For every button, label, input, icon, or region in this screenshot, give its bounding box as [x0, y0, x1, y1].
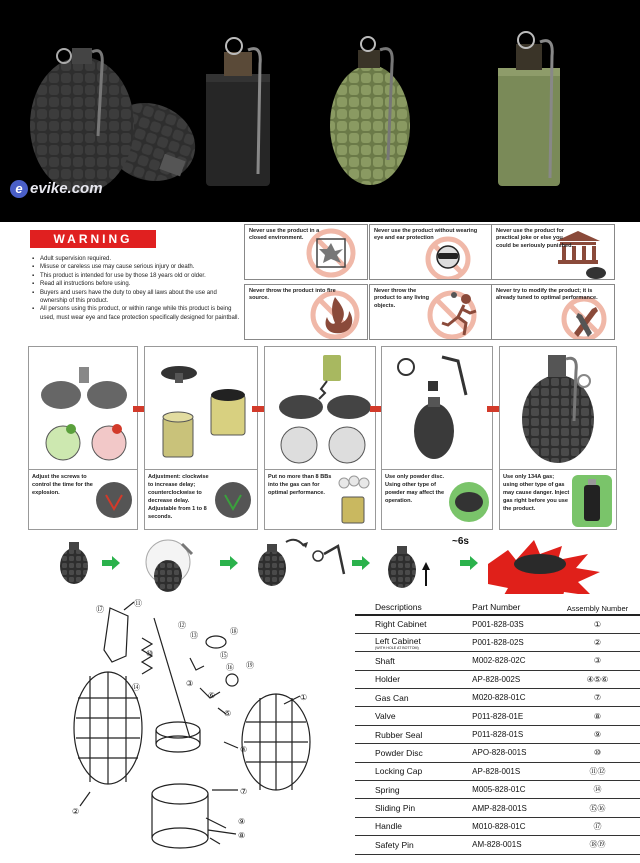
step-caption: Adjustment: clockwise to increase delay; counterclockwise to decrease delay. Adjustable from 1 to 8 seconds.: [148, 474, 209, 520]
assembly-number: ④⑤⑥: [555, 670, 640, 688]
callout-label: ⑮: [220, 651, 228, 660]
safety-pin-removed: [313, 546, 344, 574]
step-caption: Adjust the screws to control the time for the explosion.: [32, 474, 93, 496]
pictogram-text: Never use the product in a closed environment.: [249, 228, 320, 242]
delay-time-label: ~6s: [452, 536, 469, 547]
step-4-illustration: [382, 347, 492, 469]
callout-label: ⑩: [146, 649, 154, 658]
right-cabinet-drawing: [242, 694, 310, 790]
caption-separator: [500, 469, 616, 470]
pictogram-text: Never throw the product to any living objects.: [374, 288, 430, 309]
callout-label: ⑥: [208, 691, 216, 700]
assembly-number: ⑧: [555, 707, 640, 725]
gas-bottle-icon: [572, 475, 612, 527]
pictogram-practical-joke: [491, 224, 615, 280]
part-description: Locking Cap: [355, 762, 454, 780]
callout-label: ⑨: [238, 817, 246, 826]
table-row: [355, 633, 640, 651]
part-description: Powder Disc: [355, 744, 454, 762]
evike-logo-icon: e: [10, 180, 28, 198]
bb-can-icon: [332, 473, 372, 527]
part-number: P011-828-01S: [454, 725, 555, 743]
green-arrow-icon: [460, 556, 478, 570]
assembly-number: ⑮⑯: [555, 799, 640, 817]
part-number: AP-828-001S: [454, 762, 555, 780]
step-caption: Use only 134A gas; using other type of gas may cause danger. Inject gas right before you use the product.: [503, 474, 570, 512]
part-number: AP-828-002S: [454, 670, 555, 688]
step-caption: Put no more than 8 BBs into the gas can for optimal performance.: [268, 474, 332, 496]
black-cylinder-grenade: [206, 38, 270, 186]
step-2-illustration: [145, 347, 257, 469]
sequence-grenade-3: [388, 546, 430, 588]
callout-label: ⑭: [132, 683, 140, 692]
callout-label: ③: [186, 679, 194, 688]
callout-label: ①: [300, 693, 308, 702]
part-number: M005-828-01C: [454, 781, 555, 799]
part-description: Left Cabinet: [375, 635, 421, 646]
callout-label: ⑧: [238, 831, 246, 840]
warning-bullet: ▪ Adult supervision required.: [30, 255, 242, 263]
warning-sheet: [22, 222, 640, 342]
caption-separator: [265, 469, 375, 470]
screw-adjust-icon: [94, 473, 134, 527]
callout-label: ⑱: [230, 627, 238, 636]
warning-bullet: ▪ This product is intended for use by those 18 years old or older.: [30, 272, 242, 280]
assembly-number: ⑱⑲: [555, 836, 640, 854]
part-description: Holder: [355, 670, 454, 688]
callout-label: ⑬: [190, 631, 198, 640]
green-arrow-icon: [102, 556, 120, 570]
part-description: Shaft: [355, 652, 454, 670]
assembly-number: ②: [555, 633, 640, 651]
part-number: AM-828-001S: [454, 836, 555, 854]
black-pineapple-grenade: [30, 48, 206, 193]
assembly-number: ①: [555, 615, 640, 633]
small-parts-drawing: [190, 658, 226, 714]
parts-table: [355, 593, 640, 855]
table-row: [355, 689, 640, 707]
table-row: [355, 817, 640, 835]
assembly-number: ③: [555, 652, 640, 670]
handle-drawing: [104, 608, 128, 662]
assembly-number: ⑩: [555, 744, 640, 762]
safety-ring-drawing: [206, 636, 226, 648]
step-panel-2: [144, 346, 258, 530]
pictogram-closed-environment: [244, 224, 368, 280]
table-row: [355, 707, 640, 725]
part-description: Safety Pin: [355, 836, 454, 854]
part-description: Right Cabinet: [355, 615, 454, 633]
exploded-parts-diagram: [50, 598, 350, 860]
callout-label: ⑲: [246, 661, 254, 670]
step-caption: Use only powder disc. Using other type of powder may affect the operation.: [385, 474, 445, 504]
caption-separator: [145, 469, 257, 470]
step-panel-1: [28, 346, 138, 530]
table-row: [355, 652, 640, 670]
pull-pin-grenade: [146, 540, 192, 592]
callout-label: ⑦: [240, 787, 248, 796]
olive-cylinder-grenade: [498, 32, 560, 186]
table-row: [355, 799, 640, 817]
throw-sequence: [40, 534, 630, 594]
pictogram-fire: [244, 284, 368, 340]
step-5-illustration: [500, 347, 616, 469]
step-3-illustration: [265, 347, 375, 469]
warning-title: WARNING: [30, 230, 156, 248]
part-number: APO-828-001S: [454, 744, 555, 762]
assembly-number: ⑰: [555, 817, 640, 835]
part-description: Sliding Pin: [355, 799, 454, 817]
callout-label: ⑫: [178, 621, 186, 630]
sequence-grenade-1: [60, 542, 88, 584]
pictogram-text: Never use the product without wearing eye and ear protection: [374, 228, 478, 242]
olive-pineapple-grenade: [330, 37, 410, 185]
shaft-drawing: [154, 618, 190, 738]
caption-separator: [29, 469, 137, 470]
assembly-number: ⑦: [555, 689, 640, 707]
green-arrow-icon: [352, 556, 370, 570]
table-row: [355, 762, 640, 780]
part-description-cell: [355, 633, 454, 651]
table-header-row: [355, 593, 640, 615]
pictogram-eye-protection: [369, 224, 493, 280]
callout-label: ⑤: [224, 709, 232, 718]
callout-label: ⑯: [226, 663, 234, 672]
callout-label: ④: [240, 745, 248, 754]
assembly-number: ⑪⑫: [555, 762, 640, 780]
part-description: Rubber Seal: [355, 725, 454, 743]
part-description: Valve: [355, 707, 454, 725]
delay-adjust-icon: [212, 473, 254, 527]
pictogram-text: Never use the product for practical joke or else you could be seriously punished.: [496, 228, 574, 249]
callout-label: ⑰: [96, 605, 104, 614]
part-description: Handle: [355, 817, 454, 835]
warning-bullet: ▪ All persons using this product, or within range while this product is being used, must wear eye and face protection specifically designed for paintball.: [30, 305, 242, 322]
evike-logo: [10, 180, 103, 198]
part-number: M020-828-01C: [454, 689, 555, 707]
powder-disc-icon: [449, 477, 489, 527]
pictogram-text: Never throw the product into fire source.: [249, 288, 336, 302]
pictogram-text: Never try to modify the product; it is already tuned to optimal performance.: [496, 288, 598, 302]
pictogram-living-objects: [369, 284, 493, 340]
table-row: [355, 725, 640, 743]
green-arrow-icon: [220, 556, 238, 570]
table-row: [355, 615, 640, 633]
step-panel-3: [264, 346, 376, 530]
column-header-part-number: Part Number: [454, 593, 555, 615]
assembly-number: ⑭: [555, 781, 640, 799]
warning-bullet: ▪ Buyers and users have the duty to obey all laws about the use and ownership of this product.: [30, 289, 242, 306]
part-number: P011-828-01E: [454, 707, 555, 725]
part-number: AMP-828-001S: [454, 799, 555, 817]
step-1-illustration: [29, 347, 137, 469]
assembly-number: ⑨: [555, 725, 640, 743]
callout-label: ②: [72, 807, 80, 816]
table-row: [355, 744, 640, 762]
explosion-burst: [488, 540, 600, 594]
warning-bullet: ▪ Misuse or careless use may cause serious injury or death.: [30, 263, 242, 271]
part-description: Spring: [355, 781, 454, 799]
part-number: P001-828-03S: [454, 615, 555, 633]
locking-cap-drawing: [156, 722, 200, 752]
part-note: (WITH HOLE AT BOTTOM): [375, 645, 419, 650]
part-number: P001-828-02S: [454, 633, 555, 651]
part-number: M002-828-02C: [454, 652, 555, 670]
sequence-grenade-2: [258, 540, 308, 586]
step-panel-4: [381, 346, 493, 530]
table-row: [355, 781, 640, 799]
warning-bullets: [30, 255, 242, 322]
part-description: Gas Can: [355, 689, 454, 707]
column-header-assembly-number: Assembly Number: [555, 593, 640, 615]
seal-ring-drawing: [226, 674, 238, 686]
gas-can-drawing: [152, 784, 208, 848]
logo-text: evike.com: [30, 180, 103, 197]
warning-bullet: ▪ Read all instructions before using.: [30, 280, 242, 288]
table-row: [355, 836, 640, 854]
column-header-description: Descriptions: [355, 593, 454, 615]
table-row: [355, 670, 640, 688]
product-banner: [0, 0, 640, 222]
part-number: M010-828-01C: [454, 817, 555, 835]
caption-separator: [382, 469, 492, 470]
pictogram-modify: [491, 284, 615, 340]
step-panel-5: [499, 346, 617, 530]
callout-label: ⑪: [134, 599, 142, 608]
